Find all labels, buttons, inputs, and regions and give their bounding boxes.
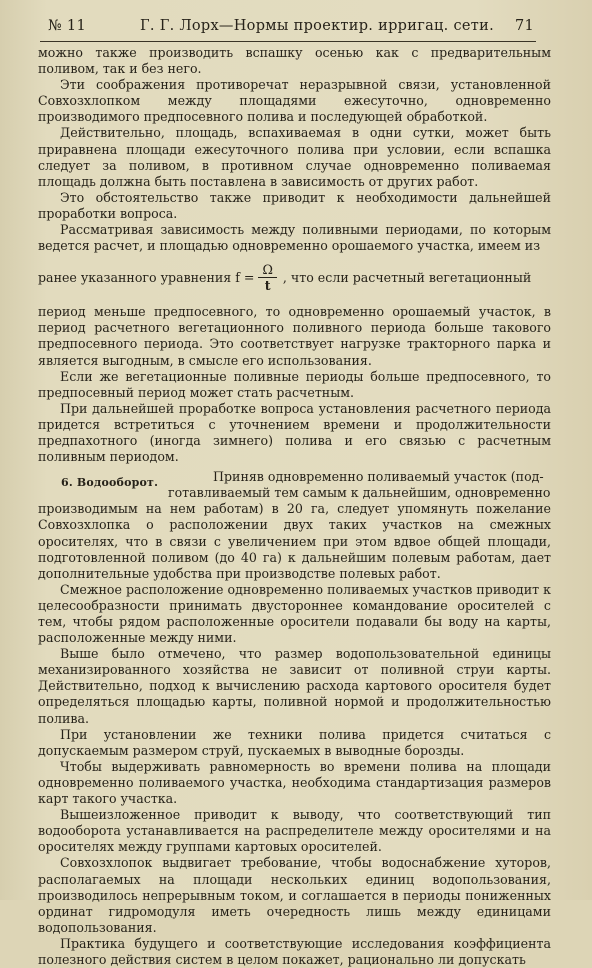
page-number: 71 xyxy=(514,18,534,34)
running-header xyxy=(48,18,534,38)
paragraph: производимым на нем работам) в 20 га, следует упомянуть пожелание Совхозхлопка о расположении двух таких участков на смежных оросителях, что в связи с увеличением при этом вдвое общей площади, подготовленной поливом (до 40 га) к дальнейшим полевым работам, дает дополнительные удобства при производстве полевых работ. xyxy=(38,501,551,581)
paragraph: Смежное расположение одновременно поливаемых участков приводит к целесообразности принимать двустороннее командование оросителей с тем, чтобы рядом расположенные оросители подавали бы воду на карты, расположенные между ними. xyxy=(38,581,551,646)
formula-text-after: , что если расчетный вегетационный xyxy=(282,270,532,286)
formula-text-before: ранее указанного уравнения f = xyxy=(38,270,255,286)
paragraph: При установлении же техники полива придется считаться с допускаемым размером струй, пускаемых в выводные борозды. xyxy=(38,726,551,758)
paragraph: Если же вегетационные поливные периоды больше предпосевного, то предпосевный период может стать расчетным. xyxy=(38,368,551,400)
formula-numerator: Ω xyxy=(258,262,276,278)
formula-denominator: t xyxy=(264,278,271,294)
paragraph: Вышеизложенное приводит к выводу, что соответствующий тип водооборота устанавливается на распределителе между оросителями и на оросителях между группами картовых оросителей. xyxy=(38,807,551,855)
section-line: готавливаемый тем самым к дальнейшим, одновременно xyxy=(168,485,551,501)
formula-line xyxy=(38,258,551,298)
paragraph: можно также производить вспашку осенью как с предварительным поливом, так и без него. xyxy=(38,45,551,77)
formula-fraction xyxy=(258,262,276,294)
header-rule xyxy=(40,41,536,42)
paragraph: период меньше предпосевного, то одновременно орошаемый участок, в период расчетного вегетационного поливного периода больше такового предпосевного периода. Это соответствует нагрузке тракторного парка и является выгодным, в смысле его использования. xyxy=(38,304,551,368)
issue-number: № 11 xyxy=(48,18,86,34)
paragraph: Эти соображения противоречат неразрывной связи, установленной Совхозхлопком между площадями ежесуточно, одновременно производимого предпосевного полива и последующей обработкой. xyxy=(38,77,551,125)
paragraph: Рассматривая зависимость между поливными периодами, по которым ведется расчет, и площадью одновременно орошаемого участка, имеем из xyxy=(38,222,551,254)
section-line: Приняв одновременно поливаемый участок (под- xyxy=(213,469,544,485)
paragraph: Практика будущего и соответствующие исследования коэффициента полезного действия систем в целом покажет, рационально ли допускать xyxy=(38,935,551,967)
running-title: Г. Г. Лорх—Нормы проектир. ирригац. сети. xyxy=(140,18,494,34)
paragraph: Выше было отмечено, что размер водопользовательной единицы механизированного хозяйства не зависит от поливной струи карты. Действительно, подход к вычислению расхода картового оросителя будет определяться площадью карты, поливной нормой и продолжительностью полива. xyxy=(38,646,551,726)
paragraph: Это обстоятельство также приводит к необходимости дальнейшей проработки вопроса. xyxy=(38,189,551,221)
paragraph: Совхозхлопок выдвигает требование, чтобы водоснабжение хуторов, располагаемых на площади нескольких единиц водопользования, производилось непрерывным током, и соглашается в периоды пониженных ординат гидромодуля иметь очередность лишь между единицами водопользования. xyxy=(38,855,551,935)
section-block xyxy=(38,469,551,582)
section-heading: 6. Водооборот. xyxy=(61,476,159,490)
paragraph: Чтобы выдерживать равномерность во времени полива на площади одновременно поливаемого участка, необходима стандартизация размеров карт такого участка. xyxy=(38,758,551,807)
body-text xyxy=(38,45,551,968)
paragraph: Действительно, площадь, вспахиваемая в одни сутки, может быть приравнена площади ежесуточного полива при условии, если вспашка следует за поливом, в противном случае одновременно поливаемая площадь должна быть поставлена в зависимость от других работ. xyxy=(38,125,551,189)
paragraph: При дальнейшей проработке вопроса установления расчетного периода придется встретиться с уточнением времени и продолжительности предпахотного (иногда зимнего) полива и его связью с расчетным поливным периодом. xyxy=(38,400,551,465)
